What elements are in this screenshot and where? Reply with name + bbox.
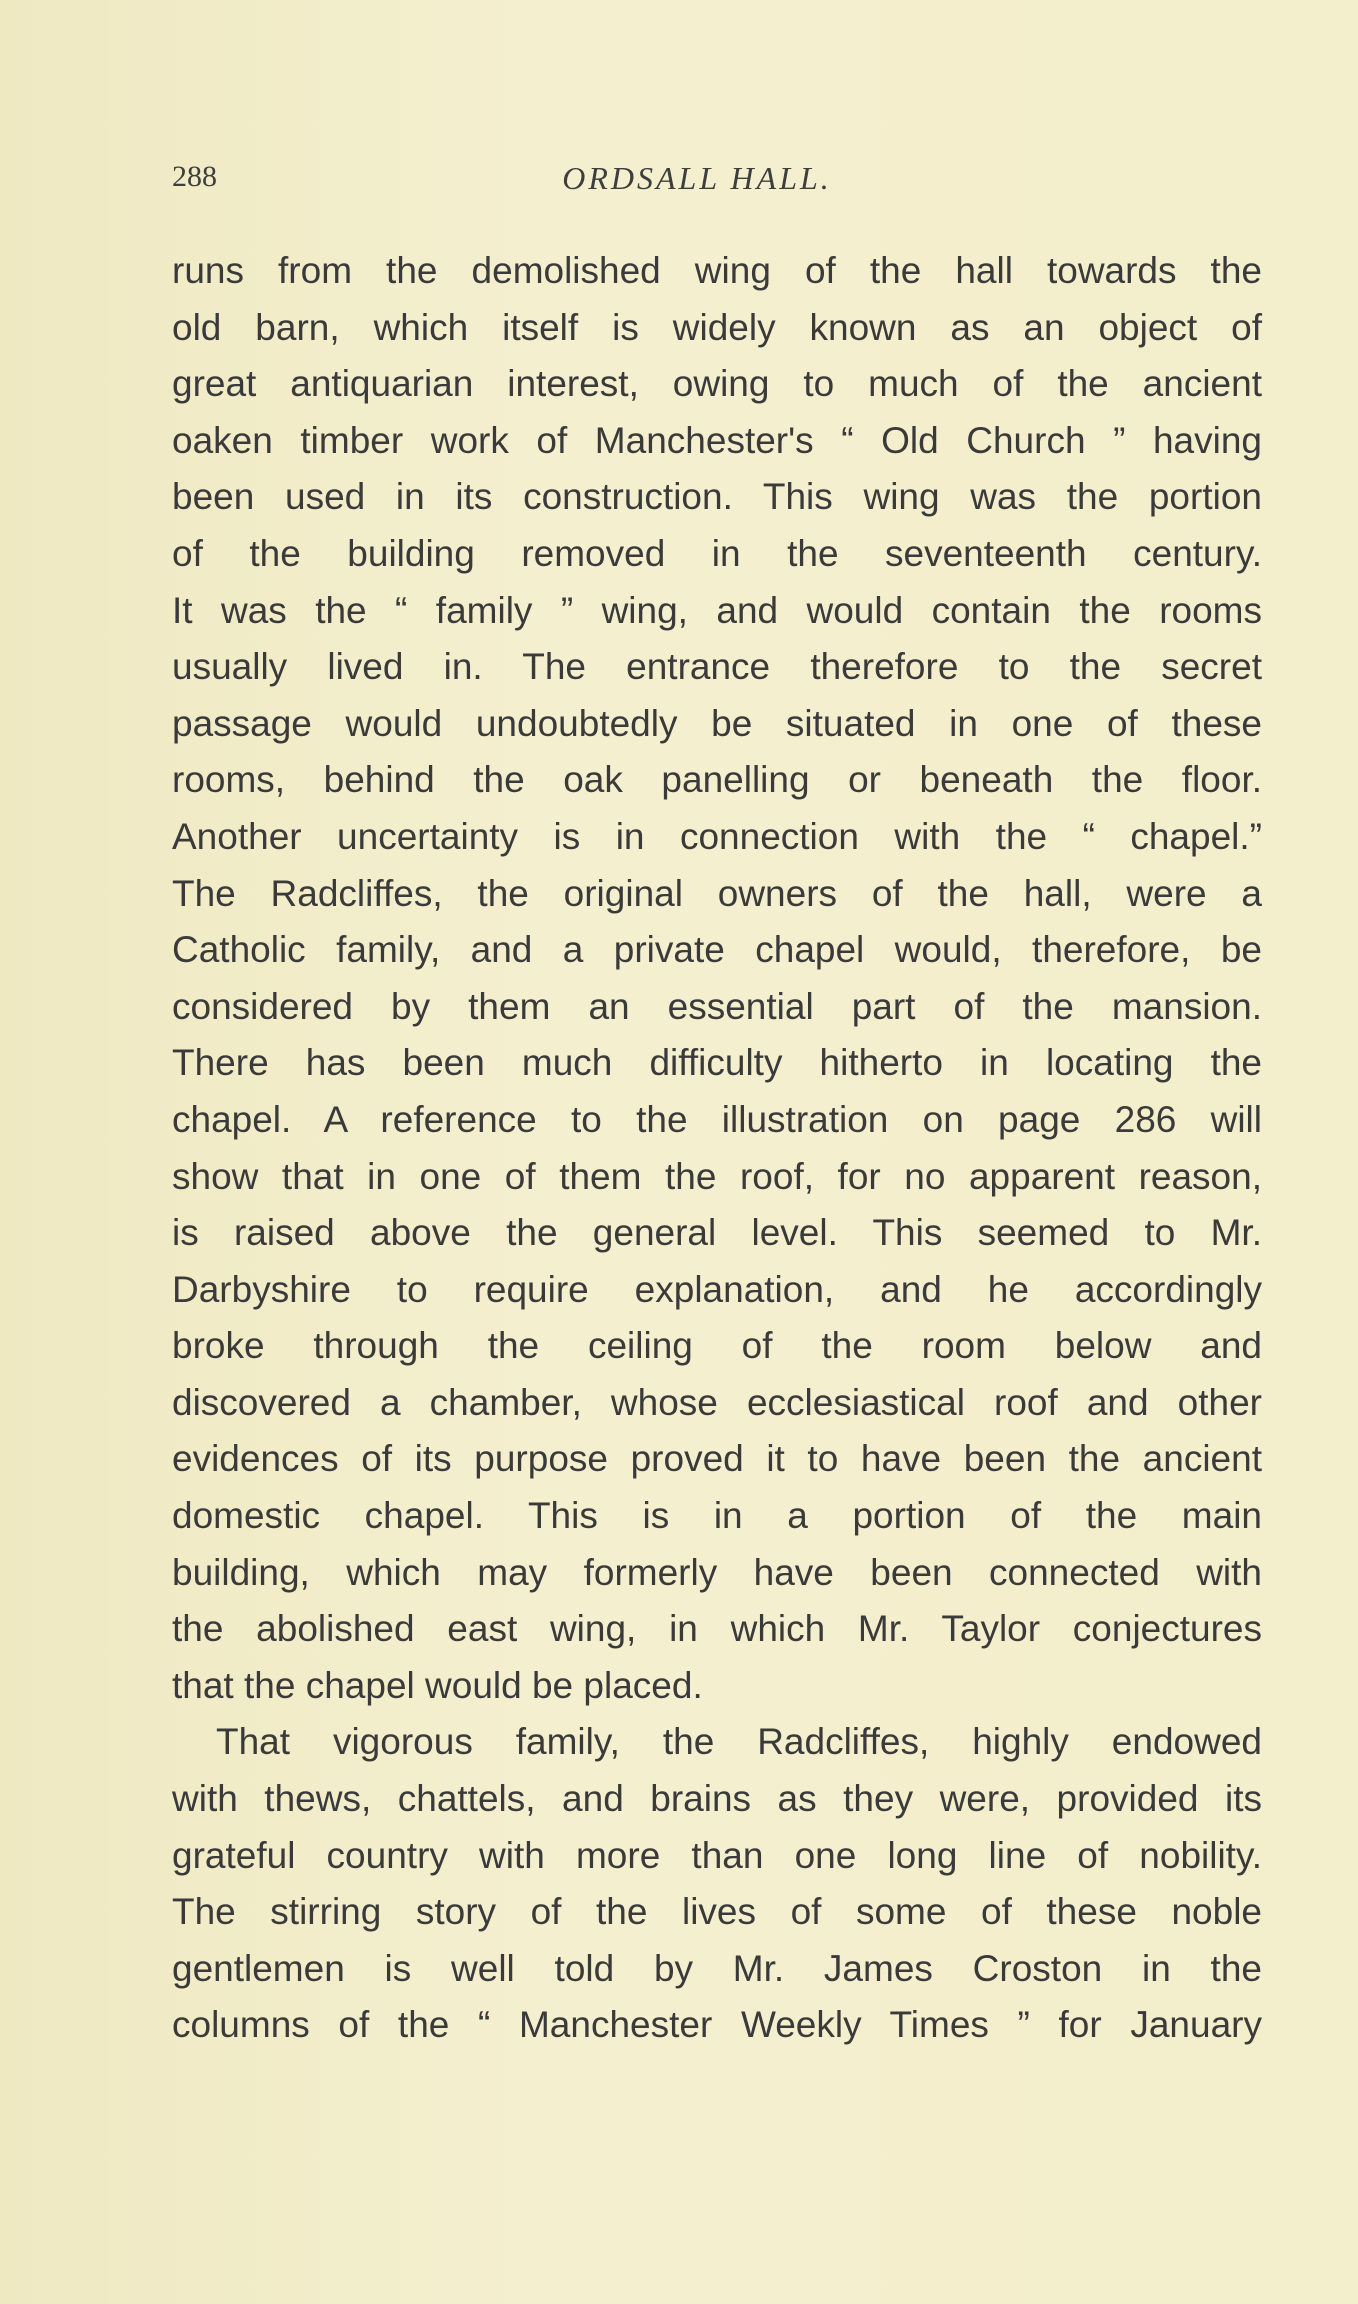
text-line: The stirring story of the lives of some of these noble [172, 1891, 1262, 1933]
text-line: columns of the “ Manchester Weekly Times ” for January [172, 2004, 1262, 2046]
text-line: passage would undoubtedly be situated in one of these [172, 702, 1262, 744]
text-line: oaken timber work of Manchester's “ Old Church ” having [172, 419, 1262, 461]
text-line: is raised above the general level. This seemed to Mr. [172, 1212, 1262, 1254]
text-line: Catholic family, and a private chapel would, therefore, be [172, 929, 1262, 971]
text-line: The Radcliffes, the original owners of the hall, were a [172, 872, 1262, 914]
text-line: runs from the demolished wing of the hall towards the [172, 250, 1262, 291]
text-line: been used in its construction. This wing was the portion [172, 476, 1262, 518]
text-line: chapel. A reference to the illustration on page 286 will [172, 1098, 1262, 1140]
text-line: of the building removed in the seventeenth century. [172, 532, 1262, 574]
text-line: the abolished east wing, in which Mr. Taylor conjectures [172, 1608, 1262, 1650]
text-line: It was the “ family ” wing, and would contain the rooms [172, 589, 1262, 631]
body-text [172, 243, 1262, 2054]
text-line: show that in one of them the roof, for no apparent reason, [172, 1155, 1262, 1197]
text-line: That vigorous family, the Radcliffes, highly endowed [216, 1721, 1262, 1763]
text-line: There has been much difficulty hitherto in locating the [172, 1042, 1262, 1084]
running-title: ORDSALL HALL. [562, 160, 832, 196]
text-line: Another uncertainty is in connection with the “ chapel.” [172, 815, 1262, 857]
text-line: great antiquarian interest, owing to much of the ancient [172, 363, 1262, 405]
text-line: old barn, which itself is widely known as an object of [172, 306, 1262, 348]
page-header [172, 160, 1262, 204]
text-line: rooms, behind the oak panelling or beneath the floor. [172, 759, 1262, 801]
text-line: usually lived in. The entrance therefore to the secret [172, 646, 1262, 688]
text-line: building, which may formerly have been connected with [172, 1551, 1262, 1593]
text-line: domestic chapel. This is in a portion of the main [172, 1495, 1262, 1537]
text-line: Darbyshire to require explanation, and he accordingly [172, 1268, 1262, 1310]
text-line: considered by them an essential part of the mansion. [172, 985, 1262, 1027]
text-line: gentlemen is well told by Mr. James Croston in the [172, 1947, 1262, 1989]
text-line: broke through the ceiling of the room below and [172, 1325, 1262, 1367]
text-line: evidences of its purpose proved it to have been the ancient [172, 1438, 1262, 1480]
page-number: 288 [172, 160, 217, 193]
text-line: with thews, chattels, and brains as they were, provided its [172, 1778, 1262, 1820]
text-line: that the chapel would be placed. [172, 1664, 703, 1706]
text-line: grateful country with more than one long line of nobility. [172, 1834, 1262, 1876]
text-line: discovered a chamber, whose ecclesiastical roof and other [172, 1381, 1262, 1423]
